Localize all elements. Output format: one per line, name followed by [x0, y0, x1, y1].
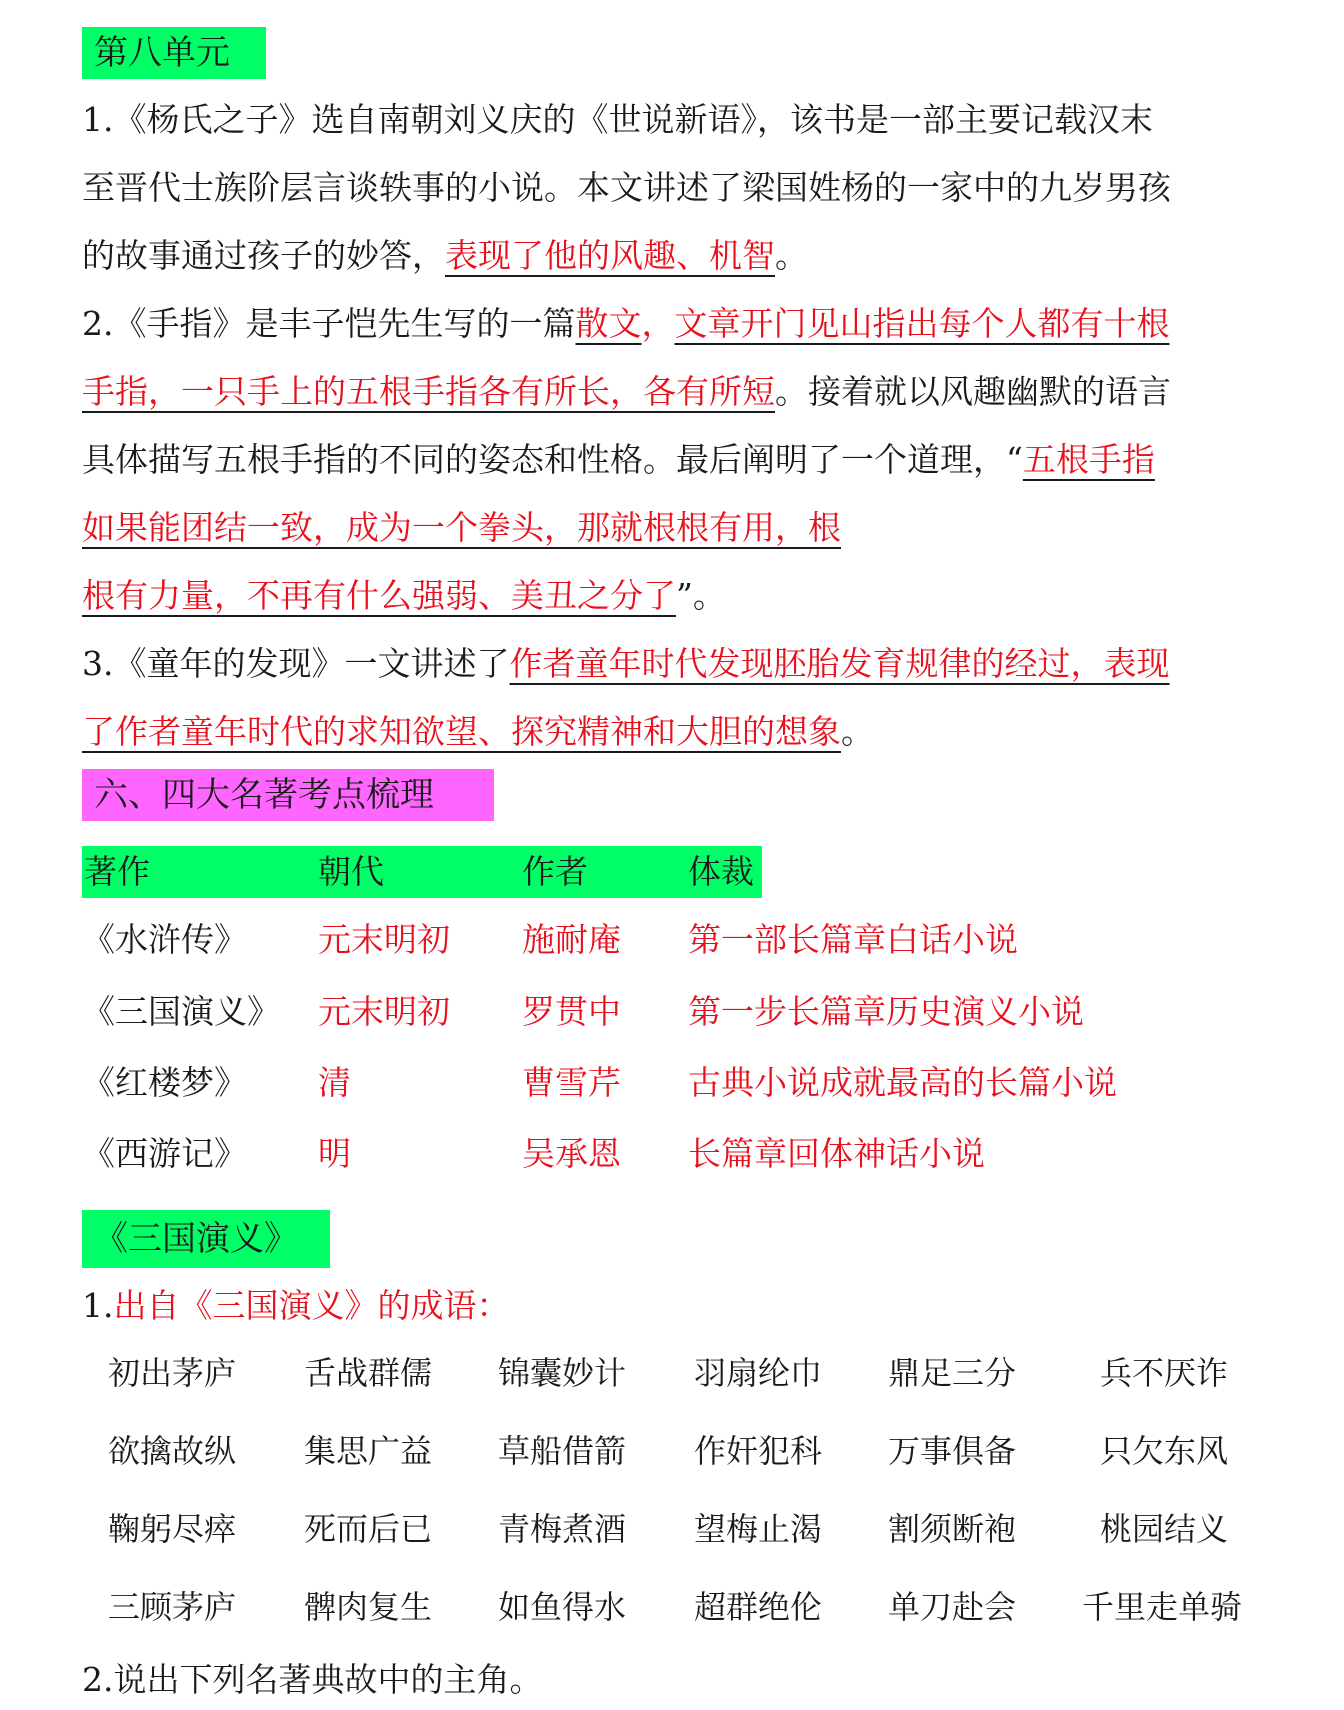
paragraph-3-line-1	[82, 630, 1170, 698]
key-point: 文章开门见山指出每个人都有十根	[674, 304, 1170, 343]
genre: 长篇章回体神话小说	[688, 1134, 985, 1173]
column-header-genre: 体裁	[688, 852, 754, 891]
genre: 古典小说成就最高的长篇小说	[688, 1063, 1117, 1102]
question-1	[82, 1272, 510, 1340]
idiom: 兵不厌诈	[1100, 1354, 1229, 1392]
column-header-dynasty: 朝代	[318, 852, 384, 891]
column-header-author: 作者	[522, 852, 588, 891]
idiom: 草船借箭	[498, 1432, 627, 1470]
idiom: 髀肉复生	[304, 1588, 433, 1626]
author: 吴承恩	[522, 1134, 621, 1173]
text: 《杨氏之子》选自南朝刘义庆的《世说新语》，该书是一部主要记载汉末	[113, 100, 1153, 139]
key-point: 如果能团结一致，成为一个拳头，那就根根有用，根	[82, 508, 841, 547]
author: 罗贯中	[522, 992, 621, 1031]
key-point: 表现了他的风趣、机智	[445, 236, 775, 275]
question-2: 2.说出下列名著典故中的主角。	[82, 1660, 543, 1699]
idiom: 万事俱备	[888, 1432, 1017, 1470]
key-point: 根有力量，不再有什么强弱、美丑之分了	[82, 576, 676, 615]
idiom: 割须断袍	[888, 1510, 1017, 1548]
idiom: 鞠躬尽瘁	[108, 1510, 237, 1548]
dynasty: 清	[318, 1063, 351, 1102]
key-point: 散文	[575, 304, 642, 343]
idiom: 三顾茅庐	[108, 1588, 237, 1626]
text: 的故事通过孩子的妙答，	[82, 236, 445, 275]
idiom: 集思广益	[304, 1432, 433, 1470]
idiom: 死而后已	[304, 1510, 433, 1548]
idiom: 望梅止渴	[694, 1510, 823, 1548]
book-title: 《红楼梦》	[82, 1063, 247, 1102]
key-point: 作者童年时代发现胚胎发育规律的经过，表现	[509, 644, 1170, 683]
dynasty: 元末明初	[318, 920, 450, 959]
column-header-book: 著作	[84, 852, 150, 891]
unit-heading: 第八单元	[82, 27, 266, 79]
idiom: 鼎足三分	[888, 1354, 1017, 1392]
paragraph-1-line-1	[82, 86, 1153, 154]
idiom: 作奸犯科	[694, 1432, 823, 1470]
idiom: 千里走单骑	[1082, 1588, 1243, 1626]
genre: 第一步长篇章历史演义小说	[688, 992, 1084, 1031]
text: 。	[841, 712, 874, 751]
paragraph-2-line-5	[82, 562, 726, 630]
text: 《童年的发现》一文讲述了	[113, 644, 510, 683]
book-title: 《水浒传》	[82, 920, 247, 959]
item-number: 1.	[82, 1286, 114, 1325]
paragraph-1-line-3	[82, 222, 808, 290]
genre: 第一部长篇章白话小说	[688, 920, 1018, 959]
text: 。接着就以风趣幽默的语言	[775, 372, 1171, 411]
book-title: 《三国演义》	[82, 992, 280, 1031]
idiom: 锦囊妙计	[498, 1354, 627, 1392]
idiom: 初出茅庐	[108, 1354, 237, 1392]
item-number: 2.	[82, 304, 114, 343]
paragraph-3-line-2	[82, 698, 874, 766]
key-point: 手指，一只手上的五根手指各有所长，各有所短	[82, 372, 775, 411]
section-heading: 六、四大名著考点梳理	[82, 769, 494, 821]
sanguo-heading: 《三国演义》	[82, 1210, 330, 1268]
question-text: 出自《三国演义》的成语：	[113, 1286, 510, 1325]
idiom: 舌战群儒	[304, 1354, 433, 1392]
key-point: 了作者童年时代的求知欲望、探究精神和大胆的想象	[82, 712, 841, 751]
idiom: 欲擒故纵	[108, 1432, 237, 1470]
text: 至晋代士族阶层言谈轶事的小说。本文讲述了梁国姓杨的一家中的九岁男孩	[82, 168, 1171, 207]
author: 施耐庵	[522, 920, 621, 959]
paragraph-1-line-2	[82, 154, 1171, 222]
paragraph-2-line-4	[82, 494, 841, 562]
text: ，	[641, 304, 675, 343]
text: ”。	[676, 576, 726, 615]
dynasty: 明	[318, 1134, 351, 1173]
item-number: 3.	[82, 644, 114, 683]
dynasty: 元末明初	[318, 992, 450, 1031]
book-title: 《西游记》	[82, 1134, 247, 1173]
paragraph-2-line-1	[82, 290, 1170, 358]
idiom: 只欠东风	[1100, 1432, 1229, 1470]
paragraph-2-line-3	[82, 426, 1155, 494]
text: 。	[775, 236, 808, 275]
idiom: 青梅煮酒	[498, 1510, 627, 1548]
paragraph-2-line-2	[82, 358, 1171, 426]
item-number: 1.	[82, 100, 114, 139]
idiom: 羽扇纶巾	[694, 1354, 823, 1392]
idiom: 如鱼得水	[498, 1588, 627, 1626]
idiom: 单刀赴会	[888, 1588, 1017, 1626]
key-point: 五根手指	[1022, 440, 1155, 479]
author: 曹雪芹	[522, 1063, 621, 1102]
table-header-bar	[82, 846, 762, 898]
idiom: 桃园结义	[1100, 1510, 1229, 1548]
text: 具体描写五根手指的不同的姿态和性格。最后阐明了一个道理，“	[82, 440, 1023, 479]
idiom: 超群绝伦	[694, 1588, 823, 1626]
text: 《手指》是丰子恺先生写的一篇	[113, 304, 576, 343]
